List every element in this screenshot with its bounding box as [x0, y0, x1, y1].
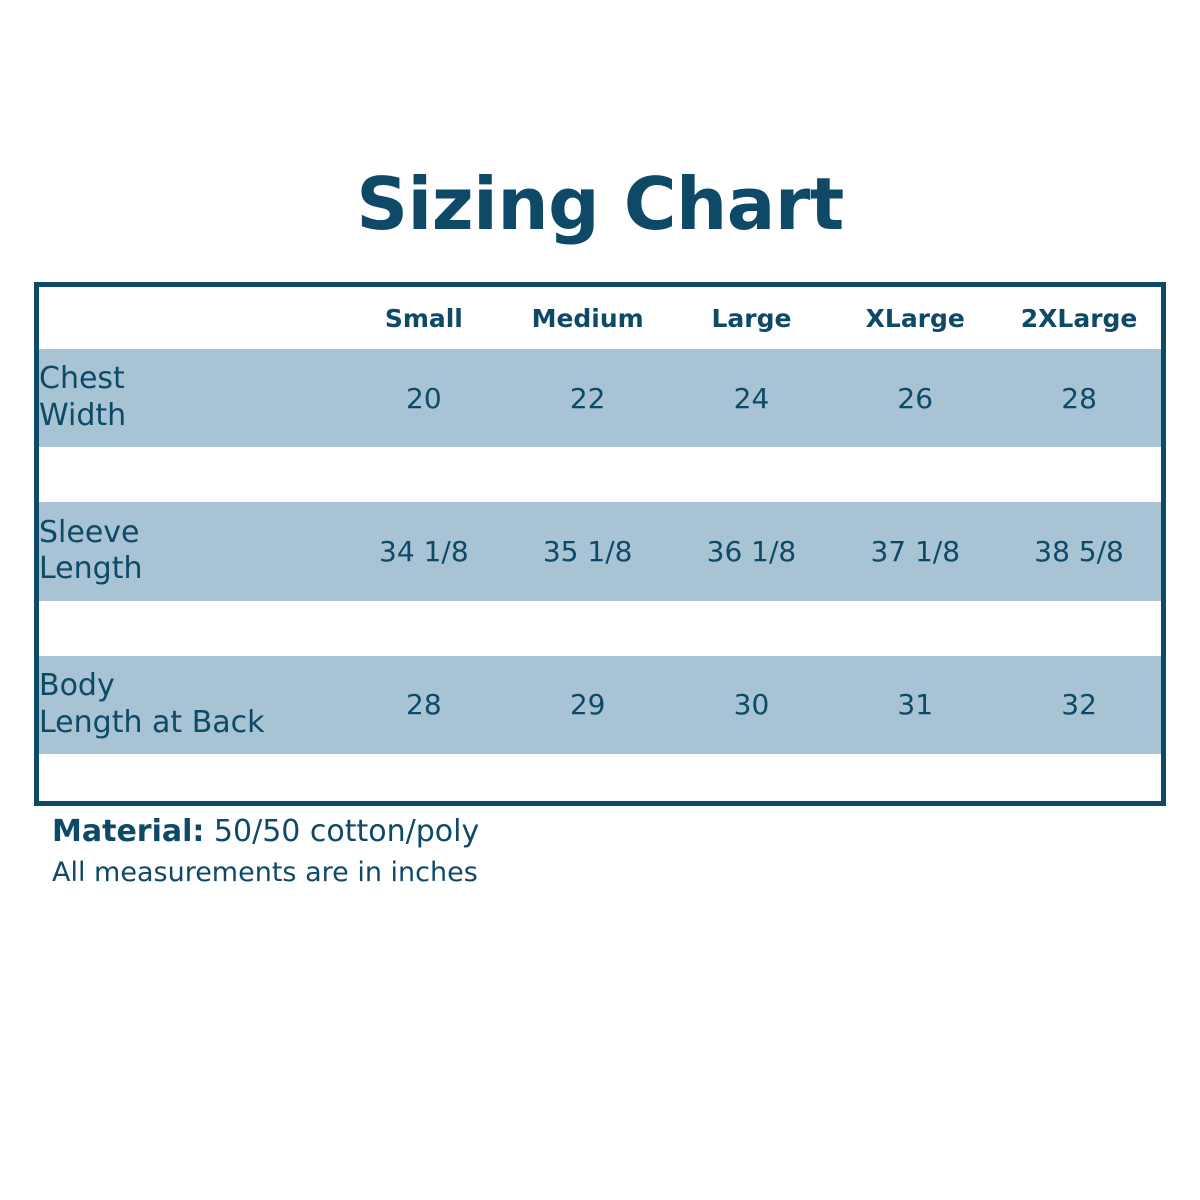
cell-body-length-xlarge: 31: [833, 656, 997, 754]
spacer-cell: [997, 447, 1161, 502]
spacer-cell: [506, 601, 670, 656]
material-note: [52, 812, 1152, 851]
table-row: [39, 502, 1161, 600]
row-label-line-2: Length: [39, 551, 143, 587]
cell-chest-width-large: 24: [670, 349, 834, 447]
sizing-table: [39, 287, 1161, 801]
row-label-sleeve-length: [39, 502, 342, 600]
measurements-note: All measurements are in inches: [52, 857, 478, 888]
page-title: Sizing Chart: [356, 162, 844, 246]
spacer-cell: [342, 754, 506, 801]
row-label-body-length-at-back: [39, 656, 342, 754]
spacer-cell: [39, 601, 342, 656]
footnotes: [52, 812, 1152, 891]
spacer-cell: [39, 447, 342, 502]
header-cell-blank: [39, 287, 342, 349]
header-cell-xlarge: XLarge: [833, 287, 997, 349]
cell-sleeve-length-2xlarge: 38 5/8: [997, 502, 1161, 600]
spacer-cell: [997, 754, 1161, 801]
spacer-cell: [39, 754, 342, 801]
cell-body-length-large: 30: [670, 656, 834, 754]
cell-sleeve-length-large: 36 1/8: [670, 502, 834, 600]
table-row: [39, 349, 1161, 447]
cell-chest-width-xlarge: 26: [833, 349, 997, 447]
cell-chest-width-small: 20: [342, 349, 506, 447]
spacer-cell: [342, 447, 506, 502]
cell-sleeve-length-medium: 35 1/8: [506, 502, 670, 600]
table-body: [39, 349, 1161, 801]
material-label: Material:: [52, 814, 205, 849]
spacer-cell: [833, 601, 997, 656]
table-header: [39, 287, 1161, 349]
spacer-cell: [833, 447, 997, 502]
cell-sleeve-length-xlarge: 37 1/8: [833, 502, 997, 600]
cell-chest-width-medium: 22: [506, 349, 670, 447]
spacer-cell: [670, 447, 834, 502]
spacer-cell: [342, 601, 506, 656]
spacer-cell: [506, 754, 670, 801]
row-label-chest-width: [39, 349, 342, 447]
spacer-cell: [670, 601, 834, 656]
cell-chest-width-2xlarge: 28: [997, 349, 1161, 447]
header-row: [39, 287, 1161, 349]
cell-body-length-2xlarge: 32: [997, 656, 1161, 754]
sizing-table-container: [34, 282, 1166, 806]
header-cell-medium: Medium: [506, 287, 670, 349]
spacer-cell: [506, 447, 670, 502]
spacer-cell: [997, 601, 1161, 656]
row-label-line-2: Width: [39, 398, 127, 434]
header-cell-large: Large: [670, 287, 834, 349]
row-spacer: [39, 447, 1161, 502]
row-label-line-2: Length at Back: [39, 704, 265, 740]
row-label-line-1: Body: [39, 668, 115, 704]
row-label-line-1: Chest: [39, 361, 125, 397]
cell-body-length-small: 28: [342, 656, 506, 754]
row-label-line-1: Sleeve: [39, 514, 140, 550]
cell-body-length-medium: 29: [506, 656, 670, 754]
table-row: [39, 656, 1161, 754]
row-spacer: [39, 601, 1161, 656]
spacer-cell: [833, 754, 997, 801]
material-value: 50/50 cotton/poly: [204, 814, 480, 849]
spacer-cell: [670, 754, 834, 801]
header-cell-2xlarge: 2XLarge: [997, 287, 1161, 349]
row-spacer: [39, 754, 1161, 801]
header-cell-small: Small: [342, 287, 506, 349]
cell-sleeve-length-small: 34 1/8: [342, 502, 506, 600]
